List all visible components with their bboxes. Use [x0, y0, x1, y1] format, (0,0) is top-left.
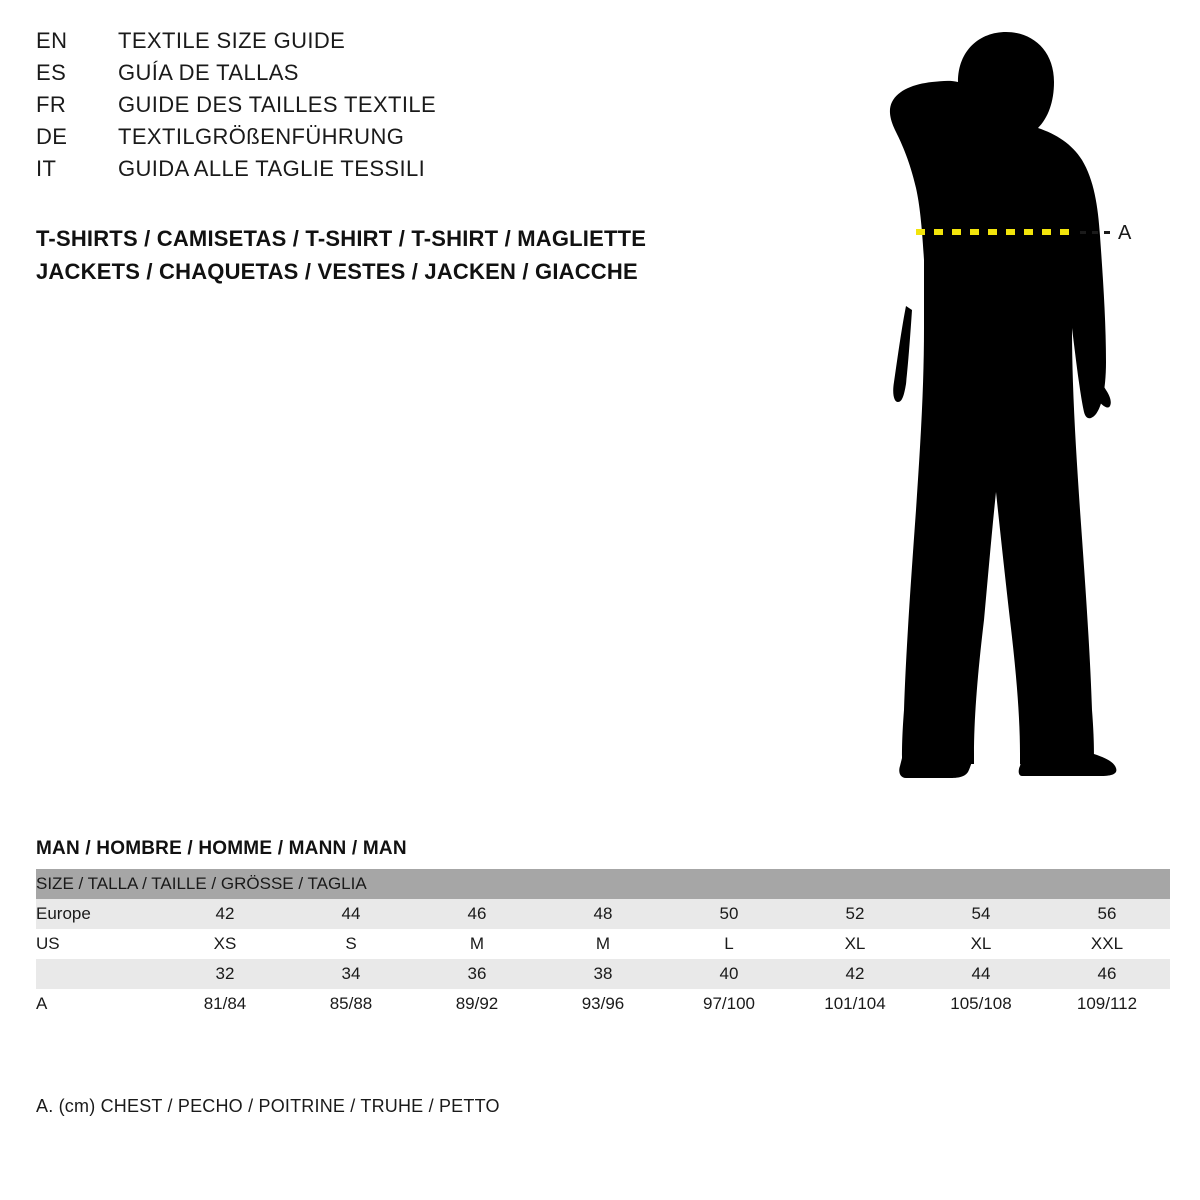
silhouette-svg — [810, 10, 1190, 790]
cell-numeric-6: 44 — [918, 959, 1044, 989]
language-text-it: GUIDA ALLE TAGLIE TESSILI — [118, 156, 426, 181]
cell-numeric-0: 32 — [162, 959, 288, 989]
row-label-numeric — [36, 959, 162, 989]
language-text-fr: GUIDE DES TAILLES TEXTILE — [118, 92, 437, 117]
cell-numeric-4: 40 — [666, 959, 792, 989]
category-tshirts: T-SHIRTS / CAMISETAS / T-SHIRT / T-SHIRT / MAGLIETTE — [36, 226, 647, 251]
table-header-label: SIZE / TALLA / TAILLE / GRÖSSE / TAGLIA — [36, 869, 1170, 899]
language-text-en: TEXTILE SIZE GUIDE — [118, 28, 346, 53]
cell-numeric-3: 38 — [540, 959, 666, 989]
language-code-it: IT — [36, 156, 57, 181]
cell-a-1: 85/88 — [288, 989, 414, 1019]
cell-a-5: 101/104 — [792, 989, 918, 1019]
size-table-section — [36, 838, 1170, 1019]
cell-us-2: M — [414, 929, 540, 959]
table-group-title: MAN / HOMBRE / HOMME / MANN / MAN — [36, 838, 407, 859]
table-row — [36, 989, 1170, 1019]
cell-europe-4: 50 — [666, 899, 792, 929]
language-code-es: ES — [36, 60, 67, 85]
cell-europe-2: 46 — [414, 899, 540, 929]
cell-us-7: XXL — [1044, 929, 1170, 959]
row-label-us: US — [36, 929, 162, 959]
measure-label-a: A — [1118, 222, 1132, 244]
category-jackets: JACKETS / CHAQUETAS / VESTES / JACKEN / GIACCHE — [36, 259, 638, 284]
language-row-fr — [36, 92, 756, 124]
table-header-row — [36, 869, 1170, 899]
cell-a-0: 81/84 — [162, 989, 288, 1019]
table-row — [36, 929, 1170, 959]
cell-numeric-1: 34 — [288, 959, 414, 989]
cell-us-1: S — [288, 929, 414, 959]
cell-us-3: M — [540, 929, 666, 959]
row-label-a: A — [36, 989, 162, 1019]
cell-numeric-2: 36 — [414, 959, 540, 989]
language-row-es — [36, 60, 756, 92]
table-row — [36, 959, 1170, 989]
cell-a-3: 93/96 — [540, 989, 666, 1019]
language-header-block — [36, 28, 756, 188]
language-code-fr: FR — [36, 92, 67, 117]
cell-europe-5: 52 — [792, 899, 918, 929]
language-text-es: GUÍA DE TALLAS — [118, 60, 299, 85]
cell-us-5: XL — [792, 929, 918, 959]
cell-numeric-7: 46 — [1044, 959, 1170, 989]
table-row — [36, 899, 1170, 929]
language-code-de: DE — [36, 124, 68, 149]
cell-europe-1: 44 — [288, 899, 414, 929]
cell-europe-0: 42 — [162, 899, 288, 929]
language-row-it — [36, 156, 756, 188]
cell-a-4: 97/100 — [666, 989, 792, 1019]
cell-europe-7: 56 — [1044, 899, 1170, 929]
language-row-de — [36, 124, 756, 156]
cell-us-4: L — [666, 929, 792, 959]
language-text-de: TEXTILGRÖßENFÜHRUNG — [118, 124, 405, 149]
body-silhouette-figure — [810, 10, 1190, 790]
cell-a-6: 105/108 — [918, 989, 1044, 1019]
cell-us-6: XL — [918, 929, 1044, 959]
cell-a-2: 89/92 — [414, 989, 540, 1019]
row-label-europe: Europe — [36, 899, 162, 929]
category-block — [36, 222, 796, 288]
cell-numeric-5: 42 — [792, 959, 918, 989]
footnote-chest: A. (cm) CHEST / PECHO / POITRINE / TRUHE / PETTO — [36, 1096, 500, 1116]
cell-europe-6: 54 — [918, 899, 1044, 929]
language-code-en: EN — [36, 28, 68, 53]
cell-europe-3: 48 — [540, 899, 666, 929]
cell-us-0: XS — [162, 929, 288, 959]
size-table — [36, 869, 1170, 1019]
measure-leader-line — [1080, 231, 1110, 234]
language-row-en — [36, 28, 756, 60]
cell-a-7: 109/112 — [1044, 989, 1170, 1019]
